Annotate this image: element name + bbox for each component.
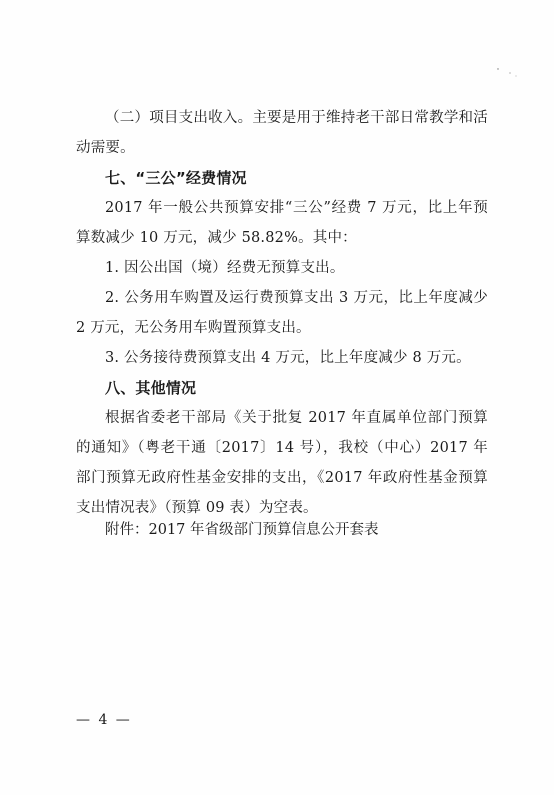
paragraph-item-3: 3. 公务接待费预算支出 4 万元，比上年度减少 8 万元。 xyxy=(105,350,471,366)
heading-three-public-expenses: 七、“三公”经费情况 xyxy=(105,169,247,187)
paragraph-item-1: 1. 因公出国（境）经费无预算支出。 xyxy=(105,260,345,276)
page-number: — 4 — xyxy=(76,712,132,728)
paragraph-three-public-summary: 2017 年一般公共预算安排“三公”经费 7 万元，比上年预算数减少 10 万元，减少 58.82%。其中： xyxy=(76,200,488,246)
scan-specks xyxy=(494,64,524,84)
body-text xyxy=(76,103,488,523)
paragraph-project-expenditure: （二）项目支出收入。主要是用于维持老干部日常教学和活动需要。 xyxy=(76,110,488,156)
heading-other-info: 八、其他情况 xyxy=(105,379,197,397)
attachment-line: 附件：2017 年省级部门预算信息公开套表 xyxy=(105,522,379,538)
paragraph-item-2: 2. 公务用车购置及运行费预算支出 3 万元，比上年度减少 2 万元，无公务用车购置预算支出。 xyxy=(76,290,488,336)
paragraph-other-info: 根据省委老干部局《关于批复 2017 年直属单位部门预算的通知》（粤老干通〔2017〕14 号），我校（中心）2017 年部门预算无政府性基金安排的支出，《2017 年政府性基金预算支出情况表》（预算 09 表）为空表。 xyxy=(76,410,488,516)
